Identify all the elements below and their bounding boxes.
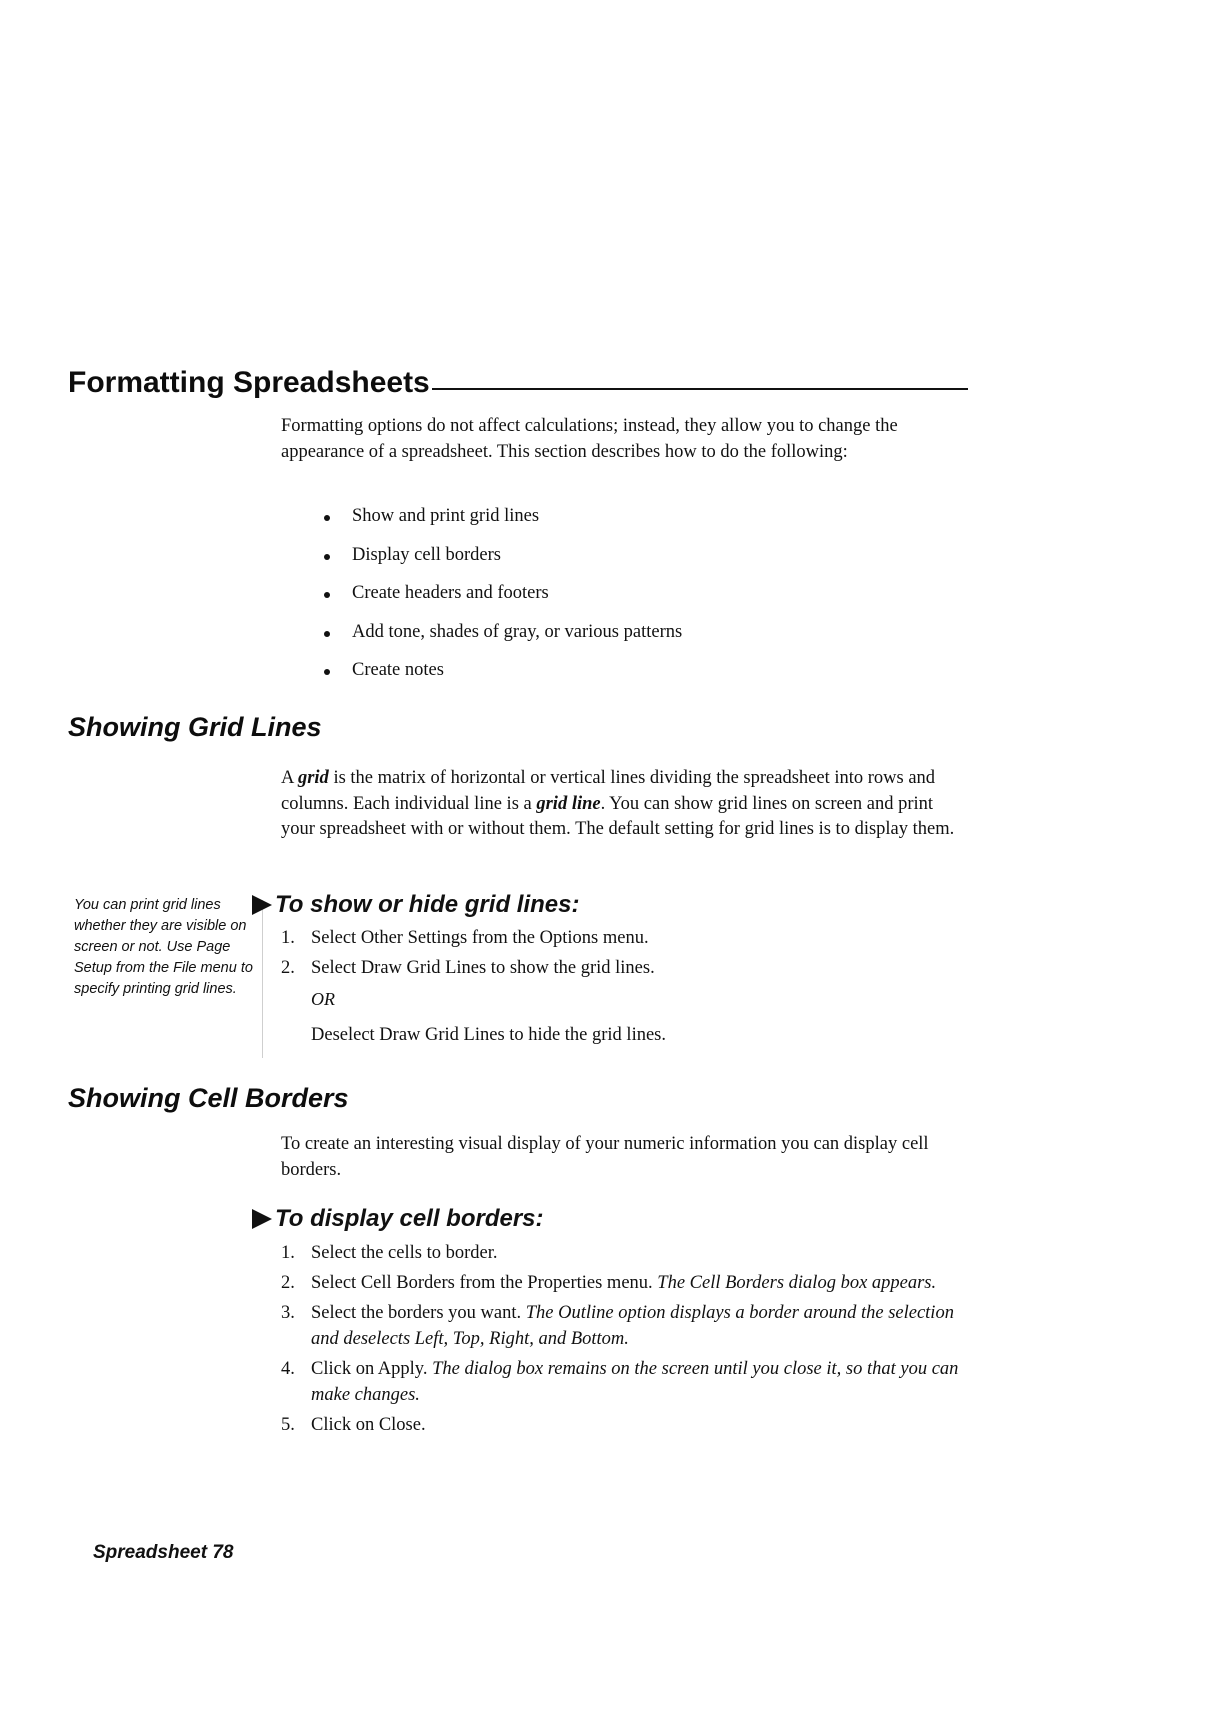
procedure-arrow-icon [252, 1209, 272, 1229]
borders-paragraph: To create an interesting visual display of your numeric information you can display cell borders. [281, 1134, 929, 1180]
step-item [281, 1300, 961, 1352]
step-item [281, 925, 961, 951]
procedure-title-text: To show or hide grid lines: [275, 891, 580, 918]
step-item [281, 955, 961, 981]
list-item: Display cell borders [324, 545, 682, 584]
list-item: Create headers and footers [324, 583, 682, 622]
page-title-text: Formatting Spreadsheets [68, 366, 430, 399]
step-number: 5. [281, 1415, 295, 1435]
procedure-title-text: To display cell borders: [275, 1205, 544, 1232]
step-text: Select the borders you want. [311, 1303, 526, 1323]
page-title [68, 366, 968, 400]
step-number: 1. [281, 1243, 295, 1263]
step-item [281, 1240, 961, 1266]
list-item: Show and print grid lines [324, 506, 682, 545]
or-label: OR [311, 989, 335, 1009]
intro-paragraph: Formatting options do not affect calculations; instead, they allow you to change the appearance of a spreadsheet. This section describes how to do the following: [281, 416, 898, 462]
step-number: 2. [281, 1273, 295, 1293]
procedure-title-grid [252, 891, 579, 919]
page-footer: Spreadsheet 78 [93, 1542, 234, 1563]
step-number: 1. [281, 928, 295, 948]
side-note: You can print grid lines whether they are visible on screen or not. Use Page Setup from the File menu to specify printing grid lines. [74, 897, 253, 997]
borders-section-heading: Showing Cell Borders [68, 1083, 349, 1113]
grid-text-a: A [281, 768, 298, 788]
step-number: 3. [281, 1303, 295, 1323]
step-text: Click on Close. [311, 1415, 426, 1435]
topic-list [324, 506, 682, 699]
step-item [281, 1270, 961, 1296]
step-note: The Cell Borders dialog box appears. [657, 1273, 937, 1293]
step-text: Select Draw Grid Lines to show the grid lines. [311, 958, 655, 978]
procedure-title-borders [252, 1205, 544, 1233]
step-number: 4. [281, 1359, 295, 1379]
grid-text-c: . You can show grid lines on screen and print your spreadsheet with or without them. The default setting for grid lines is to display them. [281, 793, 955, 839]
alt-step: Deselect Draw Grid Lines to hide the grid lines. [311, 1025, 666, 1045]
step-text: Select Other Settings from the Options menu. [311, 928, 649, 948]
margin-divider [262, 900, 263, 1058]
step-note: The Outline option displays a border around the selection and deselects Left, Top, Right, and Bottom. [311, 1303, 954, 1349]
list-item: Add tone, shades of gray, or various patterns [324, 622, 682, 661]
grid-paragraph [281, 766, 961, 843]
grid-steps [281, 925, 961, 985]
list-item: Create notes [324, 660, 682, 699]
borders-steps [281, 1240, 961, 1442]
title-rule [432, 388, 968, 390]
step-item [281, 1356, 961, 1408]
term-grid-line: grid line [536, 793, 601, 814]
step-item [281, 1412, 961, 1438]
step-text: Select the cells to border. [311, 1243, 498, 1263]
grid-text-b: is the matrix of horizontal or vertical lines dividing the spreadsheet into rows and columns. Each individual line is a [281, 768, 936, 814]
step-text: Click on Apply. [311, 1359, 433, 1379]
procedure-arrow-icon [252, 895, 272, 915]
step-note: The dialog box remains on the screen until you close it, so that you can make changes. [311, 1359, 959, 1405]
grid-section-heading: Showing Grid Lines [68, 712, 322, 742]
step-number: 2. [281, 958, 295, 978]
step-text: Select Cell Borders from the Properties menu. [311, 1273, 658, 1293]
term-grid: grid [297, 768, 329, 788]
